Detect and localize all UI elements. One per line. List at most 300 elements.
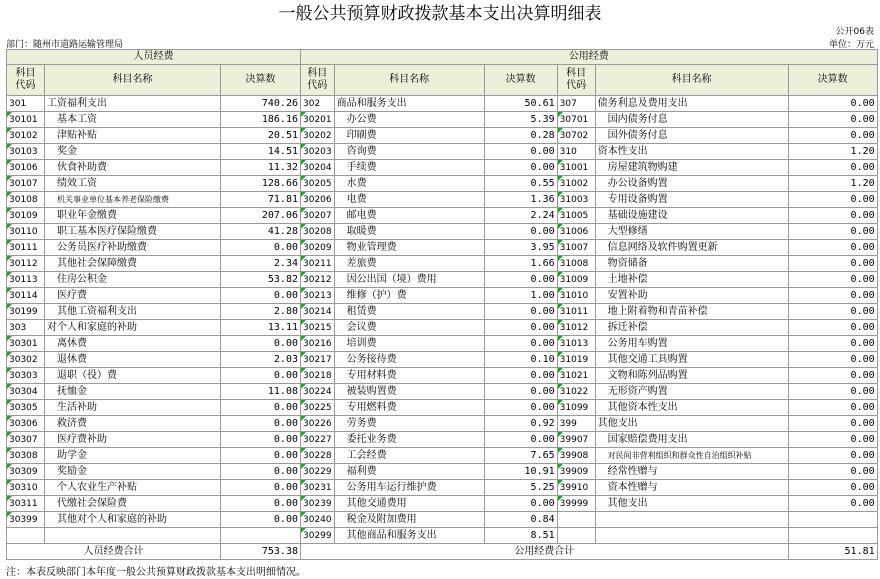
table-row bbox=[7, 224, 878, 240]
cell-name: 无形资产购置 bbox=[595, 384, 788, 400]
cell-amount: 0.00 bbox=[788, 160, 877, 176]
cell-code: 30227 bbox=[301, 432, 335, 448]
cell-code: 30226 bbox=[301, 416, 335, 432]
cell-name: 福利费 bbox=[334, 464, 484, 480]
cell-code: 31022 bbox=[557, 384, 595, 400]
unit-label: 单位：万元 bbox=[828, 40, 874, 50]
table-row bbox=[7, 336, 878, 352]
cell-name: 经常性赠与 bbox=[595, 464, 788, 480]
table-row bbox=[7, 496, 878, 512]
cell-amount: 0.00 bbox=[221, 512, 301, 528]
table-row bbox=[7, 288, 878, 304]
cell-amount: 11.32 bbox=[221, 160, 301, 176]
cell-amount: 0.00 bbox=[788, 400, 877, 416]
cell-name bbox=[595, 528, 788, 544]
cell-amount: 0.00 bbox=[788, 464, 877, 480]
cell-code bbox=[557, 528, 595, 544]
cell-name: 公务用车购置 bbox=[595, 336, 788, 352]
cell-name: 公务接待费 bbox=[334, 352, 484, 368]
cell-name: 救济费 bbox=[45, 416, 221, 432]
cell-name: 国家赔偿费用支出 bbox=[595, 432, 788, 448]
cell-code: 30204 bbox=[301, 160, 335, 176]
cell-name: 税金及附加费用 bbox=[334, 512, 484, 528]
cell-code: 30224 bbox=[301, 384, 335, 400]
cell-name: 专用材料费 bbox=[334, 368, 484, 384]
cell-name: 水费 bbox=[334, 176, 484, 192]
cell-code: 30308 bbox=[7, 448, 45, 464]
cell-code: 30202 bbox=[301, 128, 335, 144]
cell-name: 津贴补贴 bbox=[45, 128, 221, 144]
cell-amount: 0.00 bbox=[788, 192, 877, 208]
cell-amount: 0.00 bbox=[788, 128, 877, 144]
cell-amount: 0.00 bbox=[788, 368, 877, 384]
cell-amount: 0.00 bbox=[788, 352, 877, 368]
cell-name: 办公费 bbox=[334, 112, 484, 128]
cell-amount: 1.20 bbox=[788, 144, 877, 160]
table-row bbox=[7, 448, 878, 464]
cell-amount: 0.00 bbox=[788, 224, 877, 240]
cell-code: 30107 bbox=[7, 176, 45, 192]
cell-amount: 0.00 bbox=[788, 288, 877, 304]
cell-name: 资本性支出 bbox=[595, 144, 788, 160]
cell-name: 安置补助 bbox=[595, 288, 788, 304]
cell-code: 30701 bbox=[557, 112, 595, 128]
table-row bbox=[7, 352, 878, 368]
cell-code: 39907 bbox=[557, 432, 595, 448]
cell-amount: 1.00 bbox=[484, 288, 557, 304]
cell-amount: 53.82 bbox=[221, 272, 301, 288]
group-public: 公用经费 bbox=[301, 50, 878, 65]
cell-amount: 207.06 bbox=[221, 208, 301, 224]
group-personnel: 人员经费 bbox=[7, 50, 301, 65]
table-row bbox=[7, 176, 878, 192]
table-row bbox=[7, 144, 878, 160]
cell-amount: 0.00 bbox=[788, 336, 877, 352]
cell-name: 资本性赠与 bbox=[595, 480, 788, 496]
cell-name: 邮电费 bbox=[334, 208, 484, 224]
cell-code: 30201 bbox=[301, 112, 335, 128]
cell-code: 30311 bbox=[7, 496, 45, 512]
cell-name: 培训费 bbox=[334, 336, 484, 352]
cell-amount: 0.00 bbox=[221, 496, 301, 512]
cell-amount: 0.00 bbox=[484, 400, 557, 416]
cell-code: 39908 bbox=[557, 448, 595, 464]
cell-code: 31003 bbox=[557, 192, 595, 208]
cell-name: 其他对个人和家庭的补助 bbox=[45, 512, 221, 528]
cell-amount: 2.03 bbox=[221, 352, 301, 368]
header-name: 科目名称 bbox=[45, 65, 221, 96]
cell-code: 30206 bbox=[301, 192, 335, 208]
cell-name: 地上附着物和青苗补偿 bbox=[595, 304, 788, 320]
cell-name: 工会经费 bbox=[334, 448, 484, 464]
cell-amount: 1.36 bbox=[484, 192, 557, 208]
cell-code: 30305 bbox=[7, 400, 45, 416]
cell-amount: 5.25 bbox=[484, 480, 557, 496]
cell-code: 31001 bbox=[557, 160, 595, 176]
cell-name: 专用设备购置 bbox=[595, 192, 788, 208]
cell-amount: 0.00 bbox=[484, 368, 557, 384]
cell-name: 伙食补助费 bbox=[45, 160, 221, 176]
cell-amount: 2.24 bbox=[484, 208, 557, 224]
table-row bbox=[7, 192, 878, 208]
cell-name: 会议费 bbox=[334, 320, 484, 336]
cell-name: 劳务费 bbox=[334, 416, 484, 432]
cell-code: 30114 bbox=[7, 288, 45, 304]
cell-amount: 0.00 bbox=[788, 208, 877, 224]
cell-name: 抚恤金 bbox=[45, 384, 221, 400]
cell-amount: 0.00 bbox=[221, 480, 301, 496]
cell-name: 住房公积金 bbox=[45, 272, 221, 288]
cell-amount: 14.51 bbox=[221, 144, 301, 160]
cell-code: 30212 bbox=[301, 272, 335, 288]
cell-code: 30306 bbox=[7, 416, 45, 432]
cell-name: 其他交通工具购置 bbox=[595, 352, 788, 368]
cell-name bbox=[595, 512, 788, 528]
header-name: 科目名称 bbox=[595, 65, 788, 96]
table-row bbox=[7, 240, 878, 256]
table-row bbox=[7, 464, 878, 480]
cell-amount: 20.51 bbox=[221, 128, 301, 144]
cell-amount: 0.84 bbox=[484, 512, 557, 528]
header-code: 科目 代码 bbox=[557, 65, 595, 96]
cell-amount: 0.00 bbox=[484, 304, 557, 320]
public-total-value: 51.81 bbox=[788, 544, 877, 560]
cell-amount: 0.00 bbox=[221, 416, 301, 432]
cell-code: 39909 bbox=[557, 464, 595, 480]
cell-code: 31099 bbox=[557, 400, 595, 416]
table-row bbox=[7, 272, 878, 288]
cell-name: 离休费 bbox=[45, 336, 221, 352]
cell-amount: 0.00 bbox=[484, 160, 557, 176]
cell-name: 职工基本医疗保险缴费 bbox=[45, 224, 221, 240]
cell-code: 30239 bbox=[301, 496, 335, 512]
cell-amount: 0.00 bbox=[221, 368, 301, 384]
cell-name: 其他支出 bbox=[595, 416, 788, 432]
cell-amount: 2.34 bbox=[221, 256, 301, 272]
cell-amount: 0.00 bbox=[221, 448, 301, 464]
cell-name: 委托业务费 bbox=[334, 432, 484, 448]
cell-amount: 3.95 bbox=[484, 240, 557, 256]
cell-name: 物业管理费 bbox=[334, 240, 484, 256]
cell-code: 307 bbox=[557, 96, 595, 112]
cell-code: 30302 bbox=[7, 352, 45, 368]
cell-code: 30102 bbox=[7, 128, 45, 144]
personnel-total-value: 753.38 bbox=[221, 544, 301, 560]
cell-amount: 0.00 bbox=[788, 240, 877, 256]
cell-name: 基本工资 bbox=[45, 112, 221, 128]
cell-code: 30108 bbox=[7, 192, 45, 208]
public-total-label: 公用经费合计 bbox=[301, 544, 789, 560]
table-row bbox=[7, 320, 878, 336]
table-row bbox=[7, 96, 878, 112]
cell-name: 其他商品和服务支出 bbox=[334, 528, 484, 544]
cell-name: 专用燃料费 bbox=[334, 400, 484, 416]
table-row bbox=[7, 528, 878, 544]
cell-amount: 0.00 bbox=[788, 272, 877, 288]
cell-amount: 50.61 bbox=[484, 96, 557, 112]
cell-code: 31019 bbox=[557, 352, 595, 368]
cell-name: 代缴社会保险费 bbox=[45, 496, 221, 512]
cell-name: 其他交通费用 bbox=[334, 496, 484, 512]
cell-code: 39999 bbox=[557, 496, 595, 512]
header-amount: 决算数 bbox=[221, 65, 301, 96]
cell-code: 30213 bbox=[301, 288, 335, 304]
cell-code: 30399 bbox=[7, 512, 45, 528]
cell-code: 30218 bbox=[301, 368, 335, 384]
cell-name: 办公设备购置 bbox=[595, 176, 788, 192]
cell-name: 手续费 bbox=[334, 160, 484, 176]
cell-amount: 0.00 bbox=[484, 144, 557, 160]
cell-name: 大型修缮 bbox=[595, 224, 788, 240]
cell-amount: 8.51 bbox=[484, 528, 557, 544]
cell-amount: 0.10 bbox=[484, 352, 557, 368]
cell-code: 30228 bbox=[301, 448, 335, 464]
cell-name: 医疗费补助 bbox=[45, 432, 221, 448]
cell-name: 对民间非营利组织和群众性自治组织补贴 bbox=[595, 448, 788, 464]
cell-name: 医疗费 bbox=[45, 288, 221, 304]
cell-name: 退休费 bbox=[45, 352, 221, 368]
cell-code: 30240 bbox=[301, 512, 335, 528]
cell-amount: 11.08 bbox=[221, 384, 301, 400]
cell-code: 30112 bbox=[7, 256, 45, 272]
cell-code: 30702 bbox=[557, 128, 595, 144]
cell-code: 30111 bbox=[7, 240, 45, 256]
form-number: 公开06表 bbox=[835, 27, 874, 37]
cell-code: 31021 bbox=[557, 368, 595, 384]
cell-name: 奖励金 bbox=[45, 464, 221, 480]
cell-code bbox=[7, 528, 45, 544]
cell-name: 其他资本性支出 bbox=[595, 400, 788, 416]
cell-code: 31008 bbox=[557, 256, 595, 272]
cell-name: 生活补助 bbox=[45, 400, 221, 416]
cell-amount: 0.00 bbox=[221, 464, 301, 480]
table-row bbox=[7, 128, 878, 144]
cell-name: 文物和陈列品购置 bbox=[595, 368, 788, 384]
cell-code: 30307 bbox=[7, 432, 45, 448]
header-name: 科目名称 bbox=[334, 65, 484, 96]
cell-code: 303 bbox=[7, 320, 45, 336]
cell-name: 公务员医疗补助缴费 bbox=[45, 240, 221, 256]
cell-amount: 0.00 bbox=[484, 224, 557, 240]
cell-code: 30215 bbox=[301, 320, 335, 336]
cell-amount: 13.11 bbox=[221, 320, 301, 336]
cell-code: 30309 bbox=[7, 464, 45, 480]
cell-name: 信息网络及软件购置更新 bbox=[595, 240, 788, 256]
cell-code: 30217 bbox=[301, 352, 335, 368]
cell-code: 302 bbox=[301, 96, 335, 112]
cell-name: 个人农业生产补贴 bbox=[45, 480, 221, 496]
cell-code: 30225 bbox=[301, 400, 335, 416]
header-amount: 决算数 bbox=[788, 65, 877, 96]
cell-name: 其他支出 bbox=[595, 496, 788, 512]
cell-name: 被装购置费 bbox=[334, 384, 484, 400]
cell-name: 电费 bbox=[334, 192, 484, 208]
cell-code: 30106 bbox=[7, 160, 45, 176]
cell-name: 其他社会保障缴费 bbox=[45, 256, 221, 272]
cell-amount: 41.28 bbox=[221, 224, 301, 240]
cell-name: 债务利息及费用支出 bbox=[595, 96, 788, 112]
cell-code: 30299 bbox=[301, 528, 335, 544]
cell-amount: 0.00 bbox=[484, 384, 557, 400]
cell-amount: 0.00 bbox=[788, 448, 877, 464]
cell-code: 399 bbox=[557, 416, 595, 432]
cell-name: 国内债务付息 bbox=[595, 112, 788, 128]
cell-amount: 186.16 bbox=[221, 112, 301, 128]
cell-name: 其他工资福利支出 bbox=[45, 304, 221, 320]
cell-amount: 0.00 bbox=[484, 320, 557, 336]
cell-code: 30208 bbox=[301, 224, 335, 240]
cell-amount: 0.00 bbox=[221, 432, 301, 448]
personnel-total-label: 人员经费合计 bbox=[7, 544, 221, 560]
cell-name: 奖金 bbox=[45, 144, 221, 160]
cell-amount: 128.66 bbox=[221, 176, 301, 192]
cell-amount: 2.80 bbox=[221, 304, 301, 320]
cell-code: 30229 bbox=[301, 464, 335, 480]
table-row bbox=[7, 512, 878, 528]
cell-code: 31013 bbox=[557, 336, 595, 352]
cell-amount: 5.39 bbox=[484, 112, 557, 128]
cell-name: 退职（役）费 bbox=[45, 368, 221, 384]
footnote: 注：本表反映部门本年度一般公共预算财政拨款基本支出明细情况。 bbox=[6, 567, 306, 578]
cell-name: 取暖费 bbox=[334, 224, 484, 240]
cell-amount: 0.55 bbox=[484, 176, 557, 192]
cell-amount: 0.00 bbox=[484, 432, 557, 448]
cell-amount: 10.91 bbox=[484, 464, 557, 480]
cell-amount bbox=[221, 528, 301, 544]
cell-name: 商品和服务支出 bbox=[334, 96, 484, 112]
department-label: 部门：随州市道路运输管理局 bbox=[6, 40, 124, 50]
cell-code: 30101 bbox=[7, 112, 45, 128]
cell-amount: 1.66 bbox=[484, 256, 557, 272]
cell-amount: 0.92 bbox=[484, 416, 557, 432]
table-row bbox=[7, 112, 878, 128]
cell-amount: 0.00 bbox=[788, 416, 877, 432]
cell-code: 301 bbox=[7, 96, 45, 112]
cell-name: 因公出国（境）费用 bbox=[334, 272, 484, 288]
cell-code: 30231 bbox=[301, 480, 335, 496]
cell-code: 30211 bbox=[301, 256, 335, 272]
table-row bbox=[7, 256, 878, 272]
cell-name bbox=[45, 528, 221, 544]
cell-amount: 0.00 bbox=[221, 288, 301, 304]
cell-name: 房屋建筑物购建 bbox=[595, 160, 788, 176]
cell-code: 39910 bbox=[557, 480, 595, 496]
cell-code: 30205 bbox=[301, 176, 335, 192]
cell-amount: 0.00 bbox=[788, 384, 877, 400]
page-title: 一般公共预算财政拨款基本支出决算明细表 bbox=[278, 4, 602, 24]
cell-amount: 0.00 bbox=[484, 336, 557, 352]
cell-code: 31007 bbox=[557, 240, 595, 256]
cell-code: 31010 bbox=[557, 288, 595, 304]
cell-name: 租赁费 bbox=[334, 304, 484, 320]
cell-code: 31009 bbox=[557, 272, 595, 288]
cell-name: 基础设施建设 bbox=[595, 208, 788, 224]
cell-amount: 0.00 bbox=[788, 496, 877, 512]
cell-name: 助学金 bbox=[45, 448, 221, 464]
cell-name: 土地补偿 bbox=[595, 272, 788, 288]
cell-code: 30209 bbox=[301, 240, 335, 256]
cell-amount: 0.00 bbox=[788, 320, 877, 336]
cell-amount: 0.00 bbox=[788, 256, 877, 272]
cell-name: 印刷费 bbox=[334, 128, 484, 144]
table-row bbox=[7, 544, 878, 560]
cell-name: 公务用车运行维护费 bbox=[334, 480, 484, 496]
cell-amount: 1.20 bbox=[788, 176, 877, 192]
cell-code: 30310 bbox=[7, 480, 45, 496]
cell-code: 30199 bbox=[7, 304, 45, 320]
cell-amount bbox=[788, 528, 877, 544]
cell-code: 31005 bbox=[557, 208, 595, 224]
cell-code: 31002 bbox=[557, 176, 595, 192]
cell-name: 差旅费 bbox=[334, 256, 484, 272]
cell-code: 30304 bbox=[7, 384, 45, 400]
cell-code bbox=[557, 512, 595, 528]
cell-name: 拆迁补偿 bbox=[595, 320, 788, 336]
cell-amount: 7.65 bbox=[484, 448, 557, 464]
cell-code: 30303 bbox=[7, 368, 45, 384]
table-row bbox=[7, 384, 878, 400]
cell-amount: 0.00 bbox=[788, 96, 877, 112]
header-code: 科目 代码 bbox=[301, 65, 335, 96]
table-row bbox=[7, 304, 878, 320]
cell-name: 对个人和家庭的补助 bbox=[45, 320, 221, 336]
cell-amount: 0.00 bbox=[221, 400, 301, 416]
cell-amount: 0.00 bbox=[221, 336, 301, 352]
cell-code: 31012 bbox=[557, 320, 595, 336]
cell-name: 机关事业单位基本养老保险缴费 bbox=[45, 192, 221, 208]
cell-amount: 0.00 bbox=[484, 272, 557, 288]
cell-code: 31006 bbox=[557, 224, 595, 240]
cell-name: 咨询费 bbox=[334, 144, 484, 160]
cell-code: 30109 bbox=[7, 208, 45, 224]
cell-amount: 71.81 bbox=[221, 192, 301, 208]
cell-name: 国外债务付息 bbox=[595, 128, 788, 144]
cell-amount: 0.00 bbox=[788, 304, 877, 320]
cell-name: 绩效工资 bbox=[45, 176, 221, 192]
table-row bbox=[7, 480, 878, 496]
table-row bbox=[7, 416, 878, 432]
header-code: 科目 代码 bbox=[7, 65, 45, 96]
cell-code: 30113 bbox=[7, 272, 45, 288]
cell-code: 310 bbox=[557, 144, 595, 160]
cell-name: 维修（护）费 bbox=[334, 288, 484, 304]
cell-amount: 0.00 bbox=[484, 496, 557, 512]
cell-amount: 0.00 bbox=[221, 240, 301, 256]
cell-code: 30216 bbox=[301, 336, 335, 352]
header-amount: 决算数 bbox=[484, 65, 557, 96]
cell-code: 30214 bbox=[301, 304, 335, 320]
cell-name: 物资储备 bbox=[595, 256, 788, 272]
table-row bbox=[7, 400, 878, 416]
table-row bbox=[7, 432, 878, 448]
cell-amount: 0.00 bbox=[788, 480, 877, 496]
cell-amount bbox=[788, 512, 877, 528]
cell-code: 30110 bbox=[7, 224, 45, 240]
cell-code: 30203 bbox=[301, 144, 335, 160]
cell-name: 工资福利支出 bbox=[45, 96, 221, 112]
cell-code: 31011 bbox=[557, 304, 595, 320]
cell-name: 职业年金缴费 bbox=[45, 208, 221, 224]
cell-code: 30103 bbox=[7, 144, 45, 160]
table-row bbox=[7, 160, 878, 176]
table-row bbox=[7, 208, 878, 224]
cell-amount: 0.00 bbox=[788, 432, 877, 448]
cell-amount: 0.00 bbox=[788, 112, 877, 128]
cell-amount: 0.28 bbox=[484, 128, 557, 144]
cell-code: 30207 bbox=[301, 208, 335, 224]
expenditure-table bbox=[6, 49, 878, 560]
cell-amount: 740.26 bbox=[221, 96, 301, 112]
